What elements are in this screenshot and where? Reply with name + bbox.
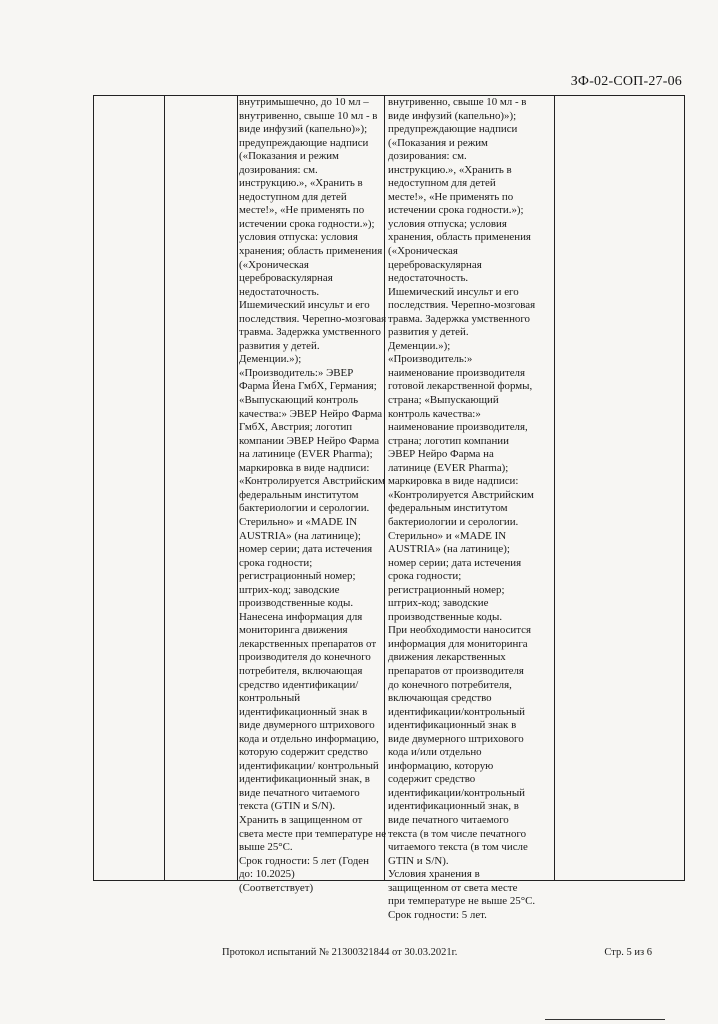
text-line: производственные коды. xyxy=(239,597,354,610)
column-divider-2 xyxy=(237,96,238,880)
text-line: Фарма Йена ГмбХ, Германия; xyxy=(239,380,377,393)
requirement-cell xyxy=(386,96,554,921)
text-line: виде инфузий (капельно)»); xyxy=(239,123,368,136)
text-line: травма. Задержка умственного xyxy=(388,312,530,325)
text-line: текста (GTIN и S/N). xyxy=(239,800,336,813)
text-line: информация для мониторинга xyxy=(388,637,528,650)
page-number: Стр. 5 из 6 xyxy=(604,947,652,958)
text-line: включающая средство xyxy=(388,692,492,705)
text-line: дозирования: см. xyxy=(239,163,318,176)
text-line: Срок годности: 5 лет (Годен xyxy=(239,854,369,867)
text-line: цереброваскулярная xyxy=(239,272,333,285)
text-line: предупреждающие надписи xyxy=(388,123,518,136)
text-line: «Контролируется Австрийским xyxy=(239,475,385,488)
text-line: «Выпускающий контроль xyxy=(239,394,359,407)
text-line: (Соответствует) xyxy=(239,881,314,894)
text-line: федеральным институтом xyxy=(388,502,508,515)
text-line: идентификации/контрольный xyxy=(388,705,525,718)
document-code: ЗФ-02-СОП-27-06 xyxy=(570,74,682,89)
text-line: последствия. Черепно-мозговая xyxy=(388,299,536,312)
text-line: наименование производителя xyxy=(388,366,525,379)
text-line: цереброваскулярная xyxy=(388,258,482,271)
text-line: истечении срока годности.»); xyxy=(388,204,524,217)
text-line: федеральным институтом xyxy=(239,488,359,501)
text-line: виде двумерного штрихового xyxy=(388,732,524,745)
text-line: регистрационный номер; xyxy=(388,583,505,596)
text-line: света месте при температуре не xyxy=(239,827,387,840)
text-line: инструкцию.», «Хранить в xyxy=(388,163,512,176)
text-line: препаратов от производителя xyxy=(388,664,524,677)
text-line: Нанесена информация для xyxy=(239,610,363,623)
text-line: контрольный xyxy=(239,692,301,705)
text-line: Деменции.»); xyxy=(388,339,451,352)
text-line: истечении срока годности.»); xyxy=(239,217,375,230)
text-line: хранения; область применения xyxy=(239,245,383,258)
text-line: средство идентификации/ xyxy=(239,678,359,691)
text-line: AUSTRIA» (на латинице); xyxy=(388,543,510,556)
text-line: готовой лекарственной формы, xyxy=(388,380,533,393)
text-line: на латинице (EVER Pharma); xyxy=(239,448,373,461)
test-result-cell xyxy=(239,96,387,894)
text-line: («Хроническая xyxy=(388,245,458,258)
text-line: («Хроническая xyxy=(239,258,309,271)
text-line: Деменции.»); xyxy=(239,353,302,366)
text-line: номер серии; дата истечения xyxy=(239,543,373,556)
text-line: регистрационный номер; xyxy=(239,570,356,583)
text-line: бактериологии и серологии. xyxy=(388,515,519,528)
column-divider-3 xyxy=(384,96,385,880)
text-line: развития у детей. xyxy=(388,326,469,339)
text-line: внутривенно, свыше 10 мл - в xyxy=(239,109,378,122)
text-line: бактериологии и серологии. xyxy=(239,502,370,515)
text-line: виде печатного читаемого xyxy=(239,786,360,799)
text-line: месте!», «Не применять по xyxy=(239,204,365,217)
column-divider-4 xyxy=(554,96,555,880)
text-line: («Показания и режим xyxy=(239,150,339,163)
text-line: наименование производителя, xyxy=(388,421,528,434)
text-line: идентификационный знак, в xyxy=(388,800,519,813)
text-line: недостаточность. xyxy=(388,272,469,285)
text-line: Ишемический инсульт и его xyxy=(239,299,370,312)
text-line: месте!», «Не применять по xyxy=(388,190,514,203)
text-line: недоступном для детей xyxy=(388,177,496,190)
text-line: хранения, область применения xyxy=(388,231,531,244)
specification-table xyxy=(93,95,685,921)
text-line: маркировка в виде надписи: xyxy=(239,461,370,474)
text-line: последствия. Черепно-мозговая xyxy=(239,312,387,325)
text-line: кода и отдельно информацию, xyxy=(239,732,379,745)
text-line: виде печатного читаемого xyxy=(388,813,509,826)
text-line: идентификационный знак, в xyxy=(239,773,370,786)
text-line: («Показания и режим xyxy=(388,136,488,149)
text-line: Условия хранения в xyxy=(388,868,480,881)
text-line: недоступном для детей xyxy=(239,190,347,203)
text-line: «Производитель:» ЭВЕР xyxy=(239,366,354,379)
text-line: условия отпуска: условия xyxy=(239,231,358,244)
text-line: Срок годности: 5 лет. xyxy=(388,908,487,921)
text-line: идентификационный знак в xyxy=(388,719,517,732)
text-line: дозирования: см. xyxy=(388,150,467,163)
text-line: текста (в том числе печатного xyxy=(388,827,527,840)
text-line: страна; логотип компании xyxy=(388,434,509,447)
text-line: Стерильно» и «MADE IN xyxy=(239,515,358,528)
text-line: которую содержит средство xyxy=(239,746,368,759)
text-line: AUSTRIA» (на латинице); xyxy=(239,529,361,542)
corner-line xyxy=(545,1019,665,1020)
text-line: кода и/или отдельно xyxy=(388,746,482,759)
text-line: лекарственных препаратов от xyxy=(239,637,377,650)
text-line: внутривенно, свыше 10 мл - в xyxy=(388,96,527,108)
protocol-footer: Протокол испытаний № 21300321844 от 30.03.2021г. xyxy=(222,947,458,958)
text-line: штрих-код; заводские xyxy=(388,597,489,610)
text-line: производителя до конечного xyxy=(239,651,371,664)
text-line: страна; «Выпускающий xyxy=(388,394,499,407)
text-line: условия отпуска; условия xyxy=(388,217,507,230)
text-line: Ишемический инсульт и его xyxy=(388,285,519,298)
text-line: Стерильно» и «MADE IN xyxy=(388,529,507,542)
text-line: виде инфузий (капельно)»); xyxy=(388,109,517,122)
text-line: «Контролируется Австрийским xyxy=(388,488,534,501)
text-line: «Производитель:» xyxy=(388,353,473,366)
text-line: производственные коды. xyxy=(388,610,503,623)
text-line: срока годности; xyxy=(239,556,313,569)
text-line: ГмбХ, Австрия; логотип xyxy=(239,421,353,434)
text-line: штрих-код; заводские xyxy=(239,583,340,596)
text-line: до конечного потребителя, xyxy=(388,678,512,691)
column-divider-1 xyxy=(164,96,165,880)
text-line: виде двумерного штрихового xyxy=(239,719,375,732)
text-line: качества:» ЭВЕР Нейро Фарма xyxy=(239,407,383,420)
text-line: недостаточность. xyxy=(239,285,320,298)
text-line: до: 10.2025) xyxy=(239,868,295,881)
text-line: при температуре не выше 25°С. xyxy=(388,895,536,908)
text-line: номер серии; дата истечения xyxy=(388,556,522,569)
text-line: содержит средство xyxy=(388,773,476,786)
text-line: маркировка в виде надписи: xyxy=(388,475,519,488)
text-line: предупреждающие надписи xyxy=(239,136,369,149)
text-line: идентификационный знак в xyxy=(239,705,368,718)
text-line: информацию, которую xyxy=(388,759,494,772)
text-line: контроль качества:» xyxy=(388,407,481,420)
text-line: инструкцию.», «Хранить в xyxy=(239,177,363,190)
text-line: развития у детей. xyxy=(239,339,320,352)
text-line: потребителя, включающая xyxy=(239,664,363,677)
text-line: идентификации/ контрольный xyxy=(239,759,379,772)
text-line: GTIN и S/N). xyxy=(388,854,449,867)
text-line: выше 25°С. xyxy=(239,841,293,854)
text-line: мониторинга движения xyxy=(239,624,348,637)
text-line: читаемого текста (в том числе xyxy=(388,841,528,854)
text-line: ЭВЕР Нейро Фарма на xyxy=(388,448,494,461)
text-line: движения лекарственных xyxy=(388,651,506,664)
text-line: Хранить в защищенном от xyxy=(239,813,363,826)
text-line: защищенном от света месте xyxy=(388,881,518,894)
text-line: срока годности; xyxy=(388,570,462,583)
text-line: травма. Задержка умственного xyxy=(239,326,381,339)
text-line: внутримышечно, до 10 мл – xyxy=(239,96,369,108)
text-line: компании ЭВЕР Нейро Фарма xyxy=(239,434,380,447)
text-line: идентификации/контрольный xyxy=(388,786,525,799)
text-line: При необходимости наносится xyxy=(388,624,531,637)
text-line: латинице (EVER Pharma); xyxy=(388,461,509,474)
